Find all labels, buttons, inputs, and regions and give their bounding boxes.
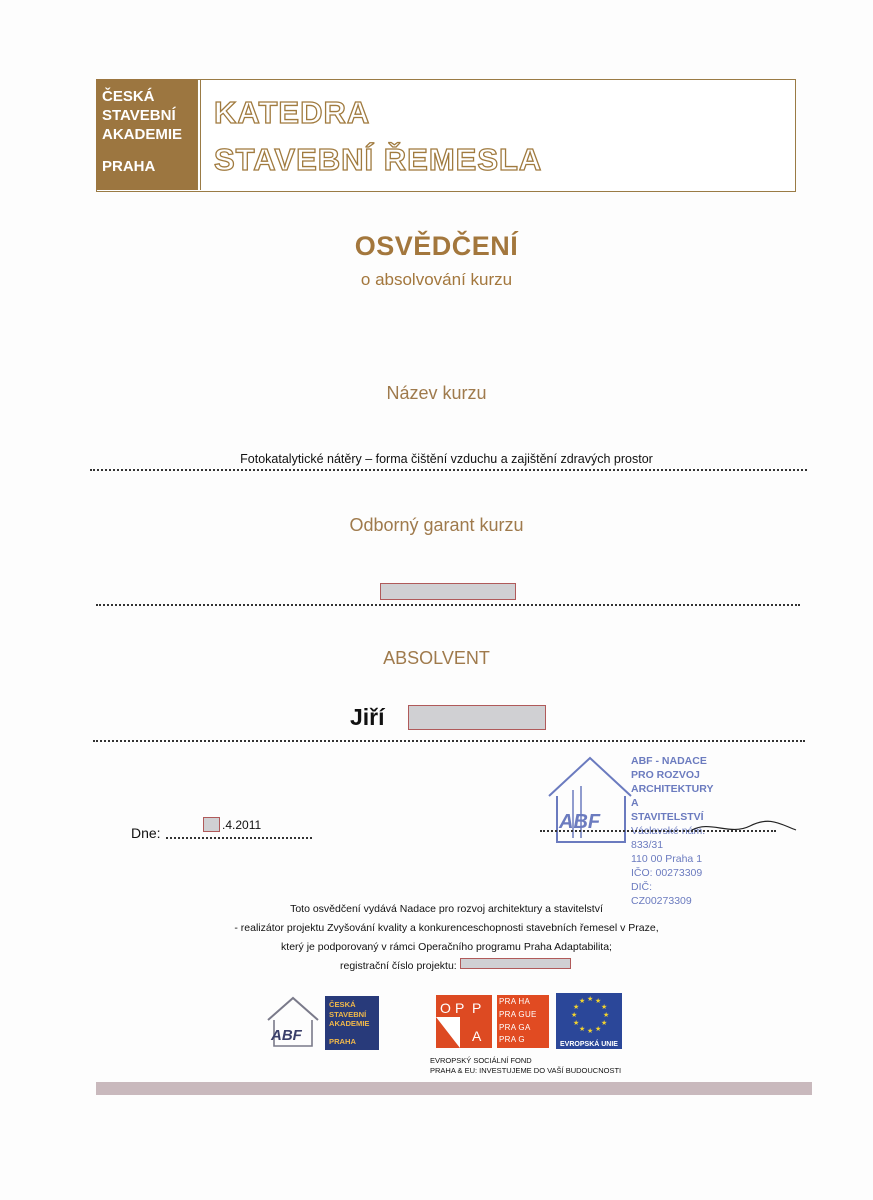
stamp-text: ABF - NADACE PRO ROZVOJ ARCHITEKTURY A STAVITELSTVÍ Václavské nám. 833/31 110 00 Praha 1 IČO: 00273309 DIČ: CZ00273309	[631, 755, 714, 907]
katedra-title-line2: STAVEBNÍ ŘEMESLA	[214, 142, 543, 177]
redacted-registration-number	[460, 958, 571, 969]
header-divider	[197, 79, 201, 190]
date-dotted-line	[166, 837, 312, 839]
academy-label-block	[96, 79, 197, 190]
svg-text:A: A	[472, 1028, 482, 1044]
footer-line: Toto osvědčení vydává Nadace pro rozvoj architektury a stavitelství	[290, 903, 603, 915]
svg-text:★: ★	[601, 1003, 608, 1011]
esf-line: EVROPSKÝ SOCIÁLNÍ FOND	[430, 1056, 532, 1065]
svg-text:★: ★	[571, 1011, 578, 1019]
svg-text:★: ★	[587, 995, 594, 1003]
dotted-line	[96, 604, 800, 606]
certificate-title: OSVĚDČENÍ	[354, 231, 519, 261]
abf-logo-text: ABF	[271, 1027, 302, 1044]
svg-text:★: ★	[595, 997, 602, 1005]
oppa-logo-letters	[436, 995, 492, 1048]
absolvent-label: ABSOLVENT	[383, 648, 490, 668]
certificate-subtitle: o absolvování kurzu	[360, 270, 513, 289]
dotted-line	[93, 740, 805, 742]
svg-text:★: ★	[579, 997, 586, 1005]
academy-line: PRAHA	[102, 158, 156, 175]
signature	[690, 816, 800, 840]
eu-label: EVROPSKÁ UNIE	[560, 1041, 618, 1048]
esf-line: PRAHA & EU: INVESTUJEME DO VAŠÍ BUDOUCNOSTI	[430, 1066, 622, 1075]
footer-line: který je podporovaný v rámci Operačního programu Praha Adaptabilita;	[281, 941, 612, 953]
graduate-first-name: Jiří	[350, 704, 385, 730]
redacted-day	[203, 817, 220, 832]
stamp-logo-text: ABF	[559, 811, 601, 833]
dotted-line	[90, 469, 807, 471]
svg-text:★: ★	[573, 1003, 580, 1011]
academy-line: STAVEBNÍ	[102, 107, 176, 124]
course-label: Název kurzu	[386, 383, 487, 403]
redacted-garant-name	[380, 583, 516, 600]
abf-logo-icon	[265, 994, 321, 1050]
svg-text:P: P	[472, 1000, 482, 1016]
garant-label: Odborný garant kurzu	[349, 515, 524, 535]
registration-label: registrační číslo projektu:	[340, 960, 457, 972]
katedra-title-line1: KATEDRA	[214, 95, 371, 130]
footer-line: - realizátor projektu Zvyšování kvality a konkurenceschopnosti stavebních řemesel v Praze,	[234, 922, 659, 934]
csa-logo: ČESKÁ STAVEBNÍ AKADEMIE PRAHA	[325, 996, 379, 1050]
house-stamp-icon	[545, 750, 635, 850]
svg-text:★: ★	[579, 1025, 586, 1033]
bottom-bar	[96, 1082, 812, 1095]
praha-logo: PRA HA PRA GUE PRA GA PRA G	[497, 995, 549, 1048]
svg-text:★: ★	[587, 1027, 594, 1035]
date-label: Dne:	[131, 825, 161, 841]
date-value: .4.2011	[222, 818, 262, 832]
eu-stars-icon	[556, 993, 622, 1037]
svg-text:★: ★	[603, 1011, 610, 1019]
svg-text:★: ★	[573, 1019, 580, 1027]
svg-text:P: P	[455, 1000, 465, 1016]
svg-text:O: O	[440, 1000, 451, 1016]
course-name: Fotokatalytické nátěry – forma čištění vzduchu a zajištění zdravých prostor	[240, 452, 653, 466]
redacted-graduate-surname	[408, 705, 546, 730]
academy-line: AKADEMIE	[102, 126, 183, 143]
svg-text:★: ★	[601, 1019, 608, 1027]
academy-line: ČESKÁ	[102, 88, 155, 105]
svg-text:★: ★	[595, 1025, 602, 1033]
